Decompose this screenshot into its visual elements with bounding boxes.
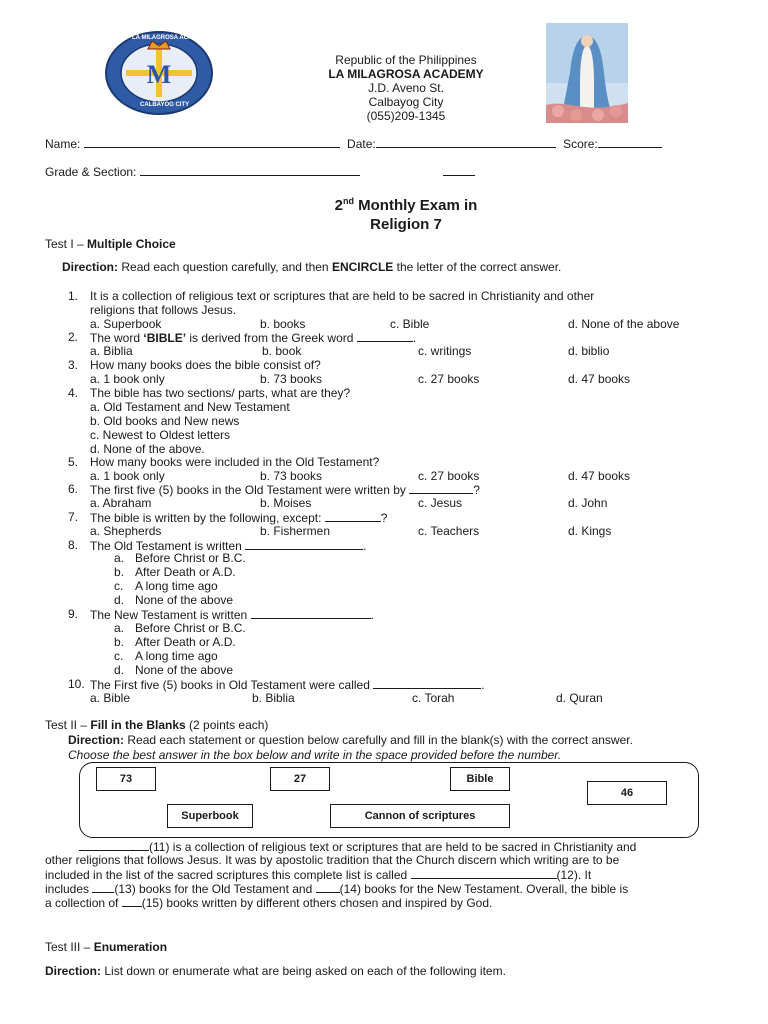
blank-14[interactable]: [316, 881, 340, 893]
q6-option-d[interactable]: d. John: [568, 496, 608, 510]
exam-title: [250, 192, 562, 234]
q10-number: 10.: [68, 677, 85, 691]
test3-heading: [45, 940, 167, 954]
q7-text: [90, 510, 387, 525]
para-text3a: included in the list of the sacred scriptures this complete list is called: [45, 868, 411, 882]
para-text4b: (13) books for the Old Testament and: [114, 882, 316, 896]
q1-option-a[interactable]: a. Superbook: [90, 317, 162, 331]
q9-option-a[interactable]: Before Christ or B.C.: [135, 621, 246, 635]
test2-dir-text: Read each statement or question below carefully and fill in the blank(s) with the correct answer.: [124, 733, 633, 747]
blank-13[interactable]: [92, 881, 114, 893]
q2-post: is derived from the Greek word: [186, 331, 357, 345]
q10-option-d[interactable]: d. Quran: [556, 691, 603, 705]
q2-pre: The word: [90, 331, 144, 345]
title-ordinal: 2: [334, 197, 343, 214]
q6-option-b[interactable]: b. Moises: [260, 496, 312, 510]
test2-name: Fill in the Blanks: [90, 718, 186, 732]
q10-option-b[interactable]: b. Biblia: [252, 691, 295, 705]
school-header: [250, 53, 562, 123]
q9-option-a-letter: a.: [114, 621, 125, 635]
q8-option-a-letter: a.: [114, 551, 125, 565]
school-logo: [104, 31, 214, 115]
republic-line: Republic of the Philippines: [335, 53, 477, 67]
blank-15[interactable]: [122, 895, 142, 907]
q10-text-body: The First five (5) books in Old Testament were called: [90, 678, 374, 692]
q3-number: 3.: [68, 358, 79, 372]
q7-number: 7.: [68, 510, 79, 524]
q7-text-body: The bible is written by the following, except:: [90, 511, 325, 525]
grade-label: Grade & Section:: [45, 165, 137, 179]
q2-text: The word ‘BIBLE’ is derived from the Greek word .: [90, 331, 417, 345]
q10-end: .: [481, 678, 485, 692]
q9-option-b-letter: b.: [114, 635, 125, 649]
q1-number: 1.: [68, 289, 79, 303]
q9-end: .: [370, 608, 374, 622]
grade-row: [45, 164, 475, 179]
q8-option-d-letter: d.: [114, 593, 125, 607]
q8-number: 8.: [68, 538, 79, 552]
q5-option-d[interactable]: d. 47 books: [568, 469, 631, 483]
fill-paragraph-line5: [45, 895, 492, 910]
q2-bold: ‘BIBLE’: [143, 331, 187, 345]
test1-dir-text2: the letter of the correct answer.: [393, 260, 562, 274]
q3-option-d[interactable]: d. 47 books: [568, 372, 631, 386]
q6-number: 6.: [68, 482, 79, 496]
test3-dir-text: List down or enumerate what are being asked on each of the following item.: [101, 964, 506, 978]
q10-option-c[interactable]: c. Torah: [412, 691, 455, 705]
q5-option-c[interactable]: c. 27 books: [418, 469, 480, 483]
grade-field[interactable]: [140, 164, 360, 176]
choice-27: 27: [270, 767, 330, 791]
q2-option-c[interactable]: c. writings: [418, 344, 472, 358]
score-label: Score:: [563, 137, 598, 151]
q8-option-b[interactable]: After Death or A.D.: [135, 565, 236, 579]
date-label: Date:: [347, 137, 376, 151]
q3-option-b[interactable]: b. 73 books: [260, 372, 323, 386]
q8-end: .: [363, 539, 367, 553]
q9-text: [90, 607, 374, 622]
test1-label: Test I –: [45, 237, 88, 251]
school-street: J.D. Aveno St.: [368, 81, 444, 95]
fill-paragraph-line4: [45, 881, 628, 896]
school-name: LA MILAGROSA ACADEMY: [328, 67, 484, 81]
q1-option-d[interactable]: d. None of the above: [568, 317, 680, 331]
q4-option-d[interactable]: d. None of the above.: [90, 442, 205, 456]
fill-paragraph-line2: other religions that follows Jesus. It was by apostolic tradition that the Church discern which writing are to be: [45, 853, 620, 867]
q2-blank[interactable]: [357, 330, 413, 342]
q8-option-d[interactable]: None of the above: [135, 593, 234, 607]
q2-number: 2.: [68, 330, 79, 344]
q4-option-a[interactable]: a. Old Testament and New Testament: [90, 400, 290, 414]
q3-option-a[interactable]: a. 1 book only: [90, 372, 165, 386]
test3-direction: [45, 964, 506, 978]
q6-option-a[interactable]: a. Abraham: [90, 496, 152, 510]
test2-direction: [68, 733, 633, 747]
date-field[interactable]: [376, 136, 556, 148]
school-city: Calbayog City: [368, 95, 444, 109]
para-text5a: a collection of: [45, 896, 122, 910]
svg-text:M: M: [146, 60, 172, 89]
title-sup: nd: [342, 196, 354, 206]
q6-blank[interactable]: [409, 482, 473, 494]
q9-option-d-letter: d.: [114, 663, 125, 677]
q7-blank[interactable]: [325, 510, 381, 522]
section-field[interactable]: [443, 164, 475, 176]
q4-option-c[interactable]: c. Newest to Oldest letters: [90, 428, 231, 442]
q9-option-d[interactable]: None of the above: [135, 663, 234, 677]
q10-blank[interactable]: [373, 677, 481, 689]
q9-option-b[interactable]: After Death or A.D.: [135, 635, 236, 649]
q8-option-b-letter: b.: [114, 565, 125, 579]
q9-option-c-letter: c.: [114, 649, 124, 663]
q6-text: [90, 482, 480, 497]
q8-text-body: The Old Testament is written: [90, 539, 246, 553]
q1-option-b[interactable]: b. books: [260, 317, 306, 331]
q8-option-c-letter: c.: [114, 579, 124, 593]
q9-option-c[interactable]: A long time ago: [135, 649, 218, 663]
para-text3b: (12). It: [556, 868, 592, 882]
fill-paragraph-line1: [45, 839, 636, 854]
q5-text: How many books were included in the Old Testament?: [90, 455, 380, 469]
para-text1: (11) is a collection of religious text or scriptures that are held to be sacred in Christianity and: [149, 840, 637, 854]
title-subject: Religion 7: [370, 216, 442, 233]
q6-option-c[interactable]: c. Jesus: [418, 496, 463, 510]
choice-bible: Bible: [450, 767, 510, 791]
q9-text-body: The New Testament is written: [90, 608, 251, 622]
q7-option-b[interactable]: b. Fishermen: [260, 524, 331, 538]
q4-text: The bible has two sections/ parts, what are they?: [90, 386, 351, 400]
q1-text2: religions that follows Jesus.: [90, 303, 237, 317]
blank-11[interactable]: [79, 839, 149, 851]
score-field[interactable]: [598, 136, 662, 148]
name-field[interactable]: [84, 136, 340, 148]
para-text4c: (14) books for the New Testament. Overall, the bible is: [339, 882, 629, 896]
test3-dir-label: Direction:: [45, 964, 102, 978]
q5-option-a[interactable]: a. 1 book only: [90, 469, 165, 483]
name-row: [45, 136, 662, 151]
choice-46: 46: [587, 781, 667, 805]
q5-number: 5.: [68, 455, 79, 469]
q7-option-c[interactable]: c. Teachers: [418, 524, 480, 538]
q1-option-c[interactable]: c. Bible: [390, 317, 430, 331]
test1-dir-bold: ENCIRCLE: [331, 260, 394, 274]
q9-blank[interactable]: [251, 607, 371, 619]
choice-73: 73: [96, 767, 156, 791]
q6-end: ?: [473, 483, 480, 497]
test1-heading: [45, 237, 176, 251]
choice-cannon: Cannon of scriptures: [330, 804, 510, 828]
test1-dir-text1: Read each question carefully, and then: [118, 260, 332, 274]
para-text4a: includes: [45, 882, 93, 896]
q2-option-a[interactable]: a. Biblia: [90, 344, 133, 358]
title-rest: Monthly Exam in: [353, 197, 478, 214]
q4-number: 4.: [68, 386, 79, 400]
q1-text1: It is a collection of religious text or scriptures that are held to be sacred in Christianity and other: [90, 289, 595, 303]
test2-label: Test II –: [45, 718, 91, 732]
q4-option-b[interactable]: b. Old books and New news: [90, 414, 240, 428]
school-phone: (055)209-1345: [366, 109, 446, 123]
q3-option-c[interactable]: c. 27 books: [418, 372, 480, 386]
q3-text: How many books does the bible consist of?: [90, 358, 321, 372]
q8-blank[interactable]: [245, 538, 363, 550]
q7-option-d[interactable]: d. Kings: [568, 524, 612, 538]
choice-superbook: Superbook: [167, 804, 253, 828]
q5-option-b[interactable]: b. 73 books: [260, 469, 323, 483]
q7-end: ?: [380, 511, 388, 525]
test3-name: Enumeration: [93, 940, 168, 954]
test2-dir-label: Direction:: [68, 733, 125, 747]
test3-label: Test III –: [45, 940, 94, 954]
test2-heading: [45, 718, 268, 732]
logo-bottom-text: CALBAYOG CITY: [140, 102, 190, 108]
q8-option-c[interactable]: A long time ago: [135, 579, 218, 593]
q2-option-d[interactable]: d. biblio: [568, 344, 610, 358]
fill-paragraph-line3: [45, 867, 591, 882]
para-text5b: (15) books written by different others chosen and inspired by God.: [141, 896, 493, 910]
q8-option-a[interactable]: Before Christ or B.C.: [135, 551, 246, 565]
test2-points: (2 points each): [185, 718, 269, 732]
q6-text-body: The first five (5) books in the Old Testament were written by: [90, 483, 410, 497]
logo-top-text: LA MILAGROSA ACADEMY: [132, 35, 210, 41]
test2-choose: Choose the best answer in the box below and write in the space provided before the number.: [68, 748, 562, 762]
q10-option-a[interactable]: a. Bible: [90, 691, 131, 705]
name-label: Name:: [45, 137, 81, 151]
test1-name: Multiple Choice: [87, 237, 176, 251]
q10-text: [90, 677, 485, 692]
test1-direction: [62, 260, 561, 274]
test1-dir-label: Direction:: [62, 260, 119, 274]
blank-12[interactable]: [411, 867, 557, 879]
q9-number: 9.: [68, 607, 79, 621]
q7-option-a[interactable]: a. Shepherds: [90, 524, 162, 538]
q2-option-b[interactable]: b. book: [262, 344, 302, 358]
